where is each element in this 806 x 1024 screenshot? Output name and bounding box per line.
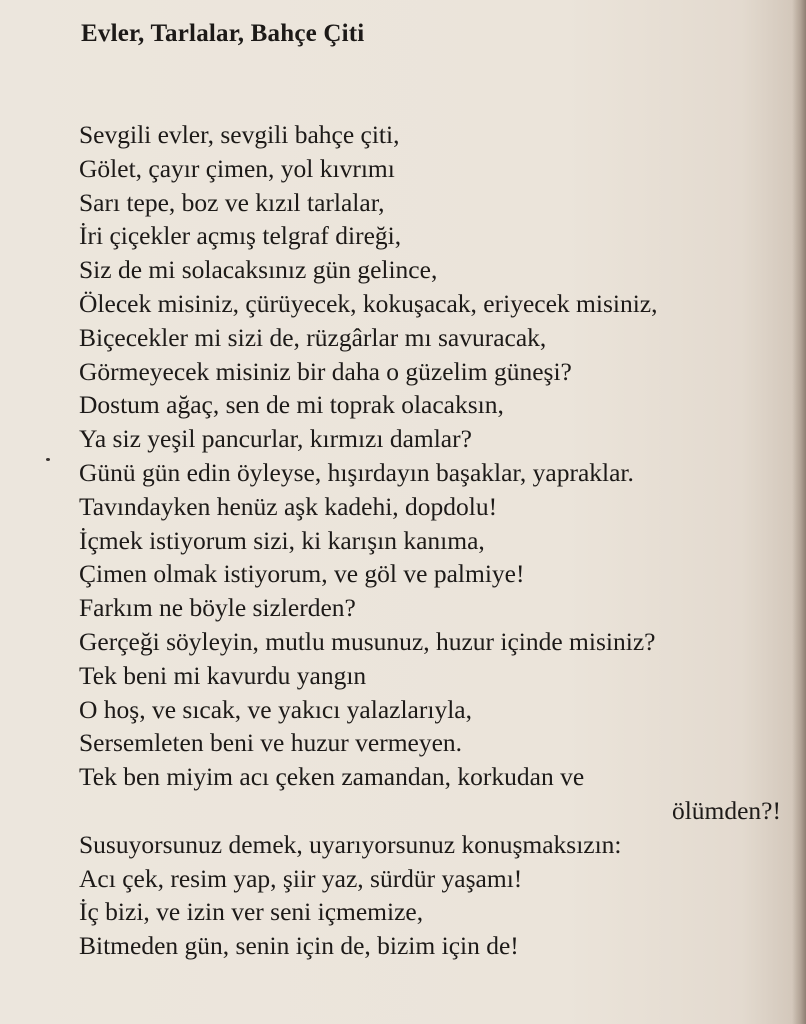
poem-line: Günü gün edin öyleyse, hışırdayın başaklar, yapraklar. (79, 457, 634, 487)
poem-line: Sarı tepe, boz ve kızıl tarlalar, (79, 187, 385, 217)
poem-line: Sevgili evler, sevgili bahçe çiti, (79, 120, 400, 149)
poem-line: Gölet, çayır çimen, yol kıvrımı (79, 153, 395, 183)
poem-line: Tek beni mi kavurdu yangın (79, 660, 367, 690)
poem-line: Sersemleten beni ve huzur vermeyen. (79, 728, 463, 758)
poem-line: Bitmeden gün, senin için de, bizim için de! (79, 931, 519, 961)
page-spine-shadow (792, 0, 806, 1024)
poem-line: İçmek istiyorum sizi, ki karışın kanıma, (79, 525, 485, 555)
poem-line: İç bizi, ve izin ver seni içmemize, (79, 897, 424, 927)
poem-line: Görmeyecek misiniz bir daha o güzelim güneşi? (79, 356, 572, 386)
poem-line: Çimen olmak istiyorum, ve göl ve palmiye! (79, 559, 525, 589)
poem-line: Tavındayken henüz aşk kadehi, dopdolu! (79, 491, 498, 521)
poem-line: Farkım ne böyle sizlerden? (79, 593, 356, 623)
poem-line: Ölecek misiniz, çürüyecek, kokuşacak, eriyecek misiniz, (79, 288, 658, 318)
poem-line: Dostum ağaç, sen de mi toprak olacaksın, (79, 390, 504, 420)
poem-title: Evler, Tarlalar, Bahçe Çiti (81, 20, 365, 47)
poem-line: Tek ben miyim acı çeken zamandan, korkudan ve (79, 762, 585, 792)
poem-line: Ya siz yeşil pancurlar, kırmızı damlar? (79, 424, 472, 454)
poem-line: Biçecekler mi sizi de, rüzgârlar mı savuracak, (79, 322, 547, 352)
poem-body (79, 118, 789, 963)
poem-line: Susuyorsunuz demek, uyarıyorsunuz konuşmaksızın: (79, 829, 622, 859)
poem-line-continuation: ölümden?! (671, 795, 781, 825)
poem-line: Gerçeği söyleyin, mutlu musunuz, huzur içinde misiniz? (79, 626, 656, 656)
poem-line: Acı çek, resim yap, şiir yaz, sürdür yaşamı! (79, 863, 523, 893)
pencil-mark (46, 458, 50, 461)
poem-line: O hoş, ve sıcak, ve yakıcı yalazlarıyla, (79, 694, 472, 724)
poem-line: Siz de mi solacaksınız gün gelince, (79, 255, 438, 285)
poem-line: İri çiçekler açmış telgraf direği, (79, 221, 402, 251)
